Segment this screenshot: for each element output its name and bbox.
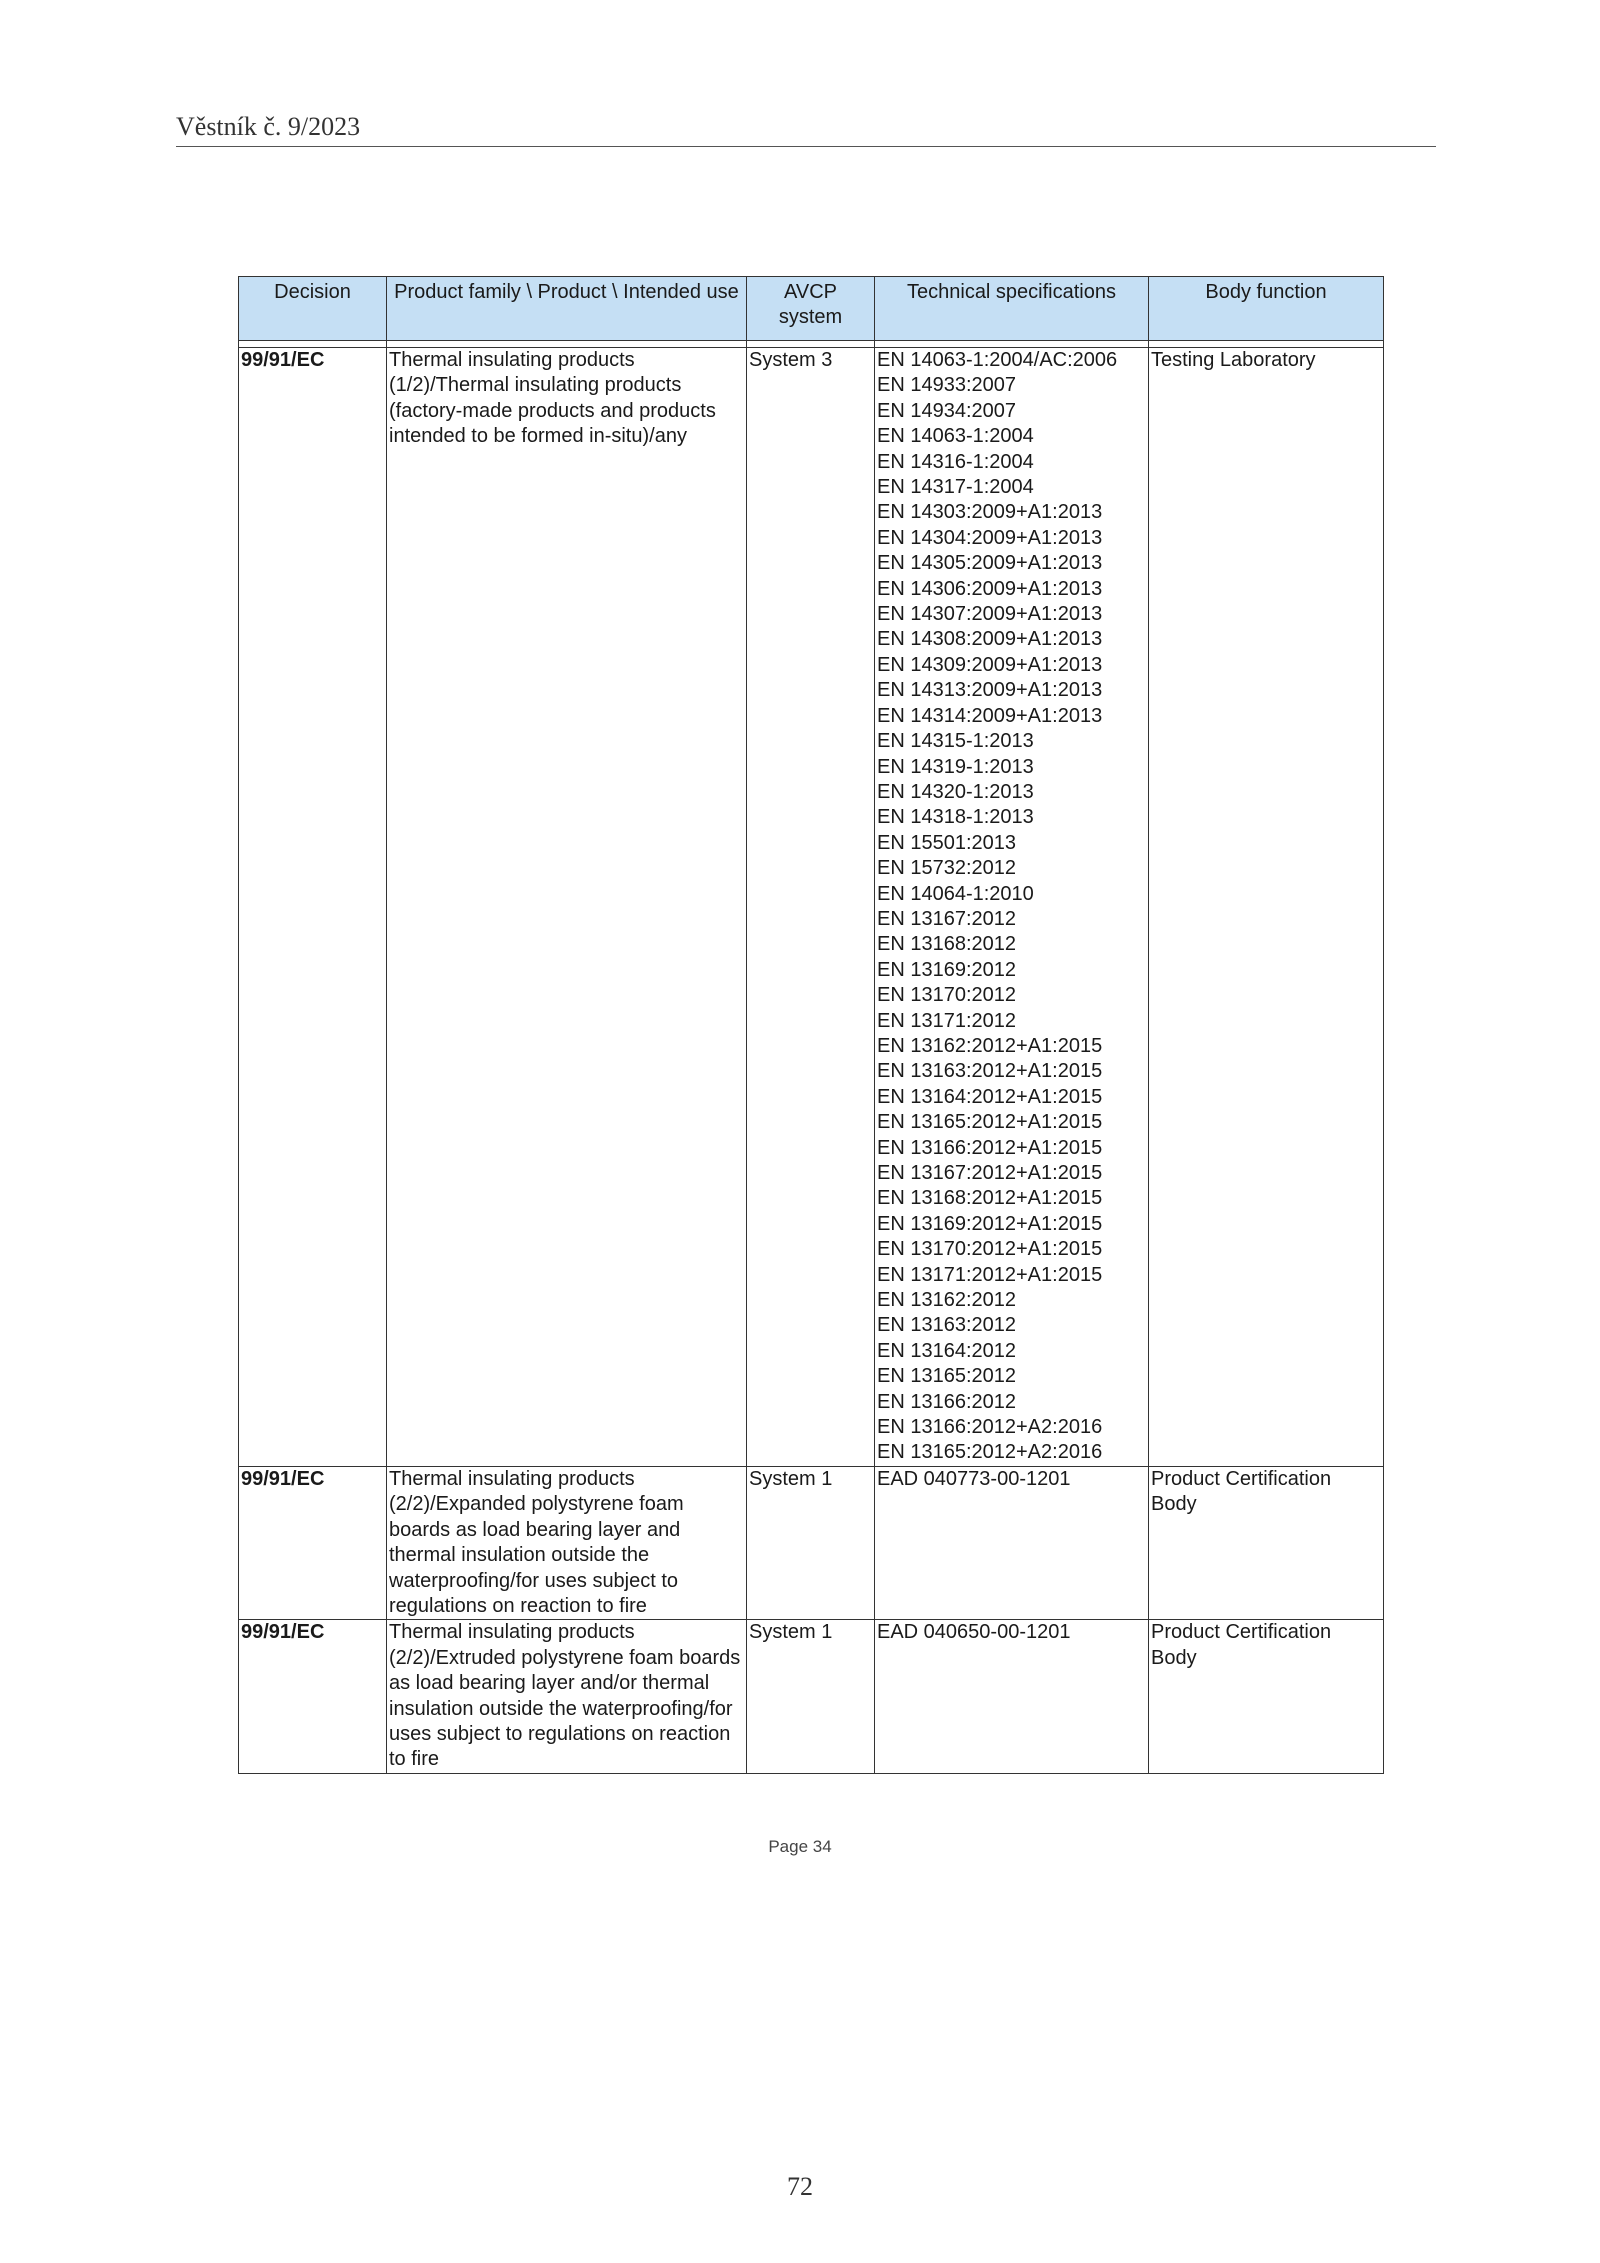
page-label: Page 34	[768, 1837, 832, 1856]
table-header-row	[239, 277, 1384, 341]
spec-line: EN 13171:2012	[877, 1009, 1017, 1032]
avcp-cell: System 3	[747, 348, 875, 1467]
spec-line: EN 13169:2012	[877, 958, 1017, 981]
spec-line: EN 14306:2009+A1:2013	[877, 577, 1103, 600]
spec-line: EN 13163:2012	[877, 1314, 1017, 1337]
column-header-body: Body function	[1149, 277, 1384, 341]
column-header-specs: Technical specifications	[875, 277, 1149, 341]
spec-line: EN 14317-1:2004	[877, 476, 1034, 499]
spec-line: EAD 040650-00-1201	[877, 1621, 1071, 1644]
spec-line: EN 13163:2012+A1:2015	[877, 1060, 1103, 1083]
header-spacer	[239, 341, 1384, 348]
spec-line: EN 13166:2012+A1:2015	[877, 1136, 1103, 1159]
spec-line: EN 14064-1:2010	[877, 882, 1034, 905]
product-cell: Thermal insulating products (1/2)/Thermal insulating products (factory-made products and products intended to be formed in-situ)/any	[387, 348, 747, 1467]
product-cell: Thermal insulating products (2/2)/Extruded polystyrene foam boards as load bearing layer and/or thermal insulation outside the waterproofing/for uses subject to regulations on reaction to fire	[387, 1620, 747, 1773]
spec-line: EN 14063-1:2004	[877, 425, 1034, 448]
spec-line: EN 13164:2012+A1:2015	[877, 1085, 1103, 1108]
spec-line: EN 13171:2012+A1:2015	[877, 1263, 1103, 1286]
spec-line: EN 13170:2012+A1:2015	[877, 1238, 1103, 1261]
spec-line: EN 14933:2007	[877, 374, 1017, 397]
table-row	[239, 348, 1384, 1467]
spec-line: EN 14318-1:2013	[877, 806, 1034, 829]
spec-line: EN 13165:2012+A1:2015	[877, 1111, 1103, 1134]
spec-line: EN 14305:2009+A1:2013	[877, 552, 1103, 575]
spec-line: EN 14315-1:2013	[877, 730, 1034, 753]
spec-line: EN 13166:2012	[877, 1390, 1017, 1413]
spec-line: EN 14308:2009+A1:2013	[877, 628, 1103, 651]
column-header-decision: Decision	[239, 277, 387, 341]
spec-line: EN 14307:2009+A1:2013	[877, 603, 1103, 626]
spec-line: EN 13168:2012	[877, 933, 1017, 956]
spec-line: EAD 040773-00-1201	[877, 1467, 1071, 1490]
decision-cell: 99/91/EC	[239, 1620, 387, 1773]
decision-cell: 99/91/EC	[239, 348, 387, 1467]
spec-line: EN 14319-1:2013	[877, 755, 1034, 778]
column-header-avcp: AVCP system	[747, 277, 875, 341]
decision-table	[238, 276, 1384, 1774]
spec-line: EN 14316-1:2004	[877, 450, 1034, 473]
header-rule	[176, 146, 1436, 147]
spec-line: EN 14313:2009+A1:2013	[877, 679, 1103, 702]
specs-cell	[875, 1620, 1149, 1773]
spec-line: EN 13170:2012	[877, 984, 1017, 1007]
spec-line: EN 13165:2012	[877, 1365, 1017, 1388]
decision-cell: 99/91/EC	[239, 1466, 387, 1619]
avcp-cell: System 1	[747, 1466, 875, 1619]
table-row	[239, 1620, 1384, 1773]
spec-line: EN 13168:2012+A1:2015	[877, 1187, 1103, 1210]
spec-line: EN 14304:2009+A1:2013	[877, 526, 1103, 549]
product-cell: Thermal insulating products (2/2)/Expanded polystyrene foam boards as load bearing layer and thermal insulation outside the waterproofing/for uses subject to regulations on reaction to fire	[387, 1466, 747, 1619]
spec-line: EN 14309:2009+A1:2013	[877, 653, 1103, 676]
spec-line: EN 13167:2012+A1:2015	[877, 1162, 1103, 1184]
body-function-cell: Testing Laboratory	[1149, 348, 1384, 1467]
specs-cell	[875, 1466, 1149, 1619]
spec-line: EN 14320-1:2013	[877, 780, 1034, 803]
spec-line: EN 13162:2012+A1:2015	[877, 1034, 1103, 1057]
spec-line: EN 14063-1:2004/AC:2006	[877, 349, 1118, 371]
specs-cell	[875, 348, 1149, 1467]
body-function-cell: Product Certification Body	[1149, 1466, 1384, 1619]
spec-line: EN 13167:2012	[877, 907, 1017, 930]
spec-line: EN 13165:2012+A2:2016	[877, 1441, 1103, 1464]
avcp-cell: System 1	[747, 1620, 875, 1773]
spec-line: EN 13166:2012+A2:2016	[877, 1416, 1103, 1439]
body-function-cell: Product Certification Body	[1149, 1620, 1384, 1773]
spec-line: EN 15732:2012	[877, 857, 1017, 880]
running-header: Věstník č. 9/2023	[176, 112, 361, 141]
spec-line: EN 14303:2009+A1:2013	[877, 501, 1103, 524]
page-number: 72	[787, 2172, 813, 2201]
spec-line: EN 15501:2013	[877, 831, 1017, 854]
column-header-product: Product family \ Product \ Intended use	[387, 277, 747, 341]
spec-line: EN 14934:2007	[877, 399, 1017, 422]
spec-line: EN 14314:2009+A1:2013	[877, 704, 1103, 727]
spec-line: EN 13162:2012	[877, 1289, 1017, 1312]
table-row	[239, 1466, 1384, 1619]
decision-table-container	[238, 276, 1384, 1774]
spec-line: EN 13169:2012+A1:2015	[877, 1212, 1103, 1235]
spec-line: EN 13164:2012	[877, 1339, 1017, 1362]
